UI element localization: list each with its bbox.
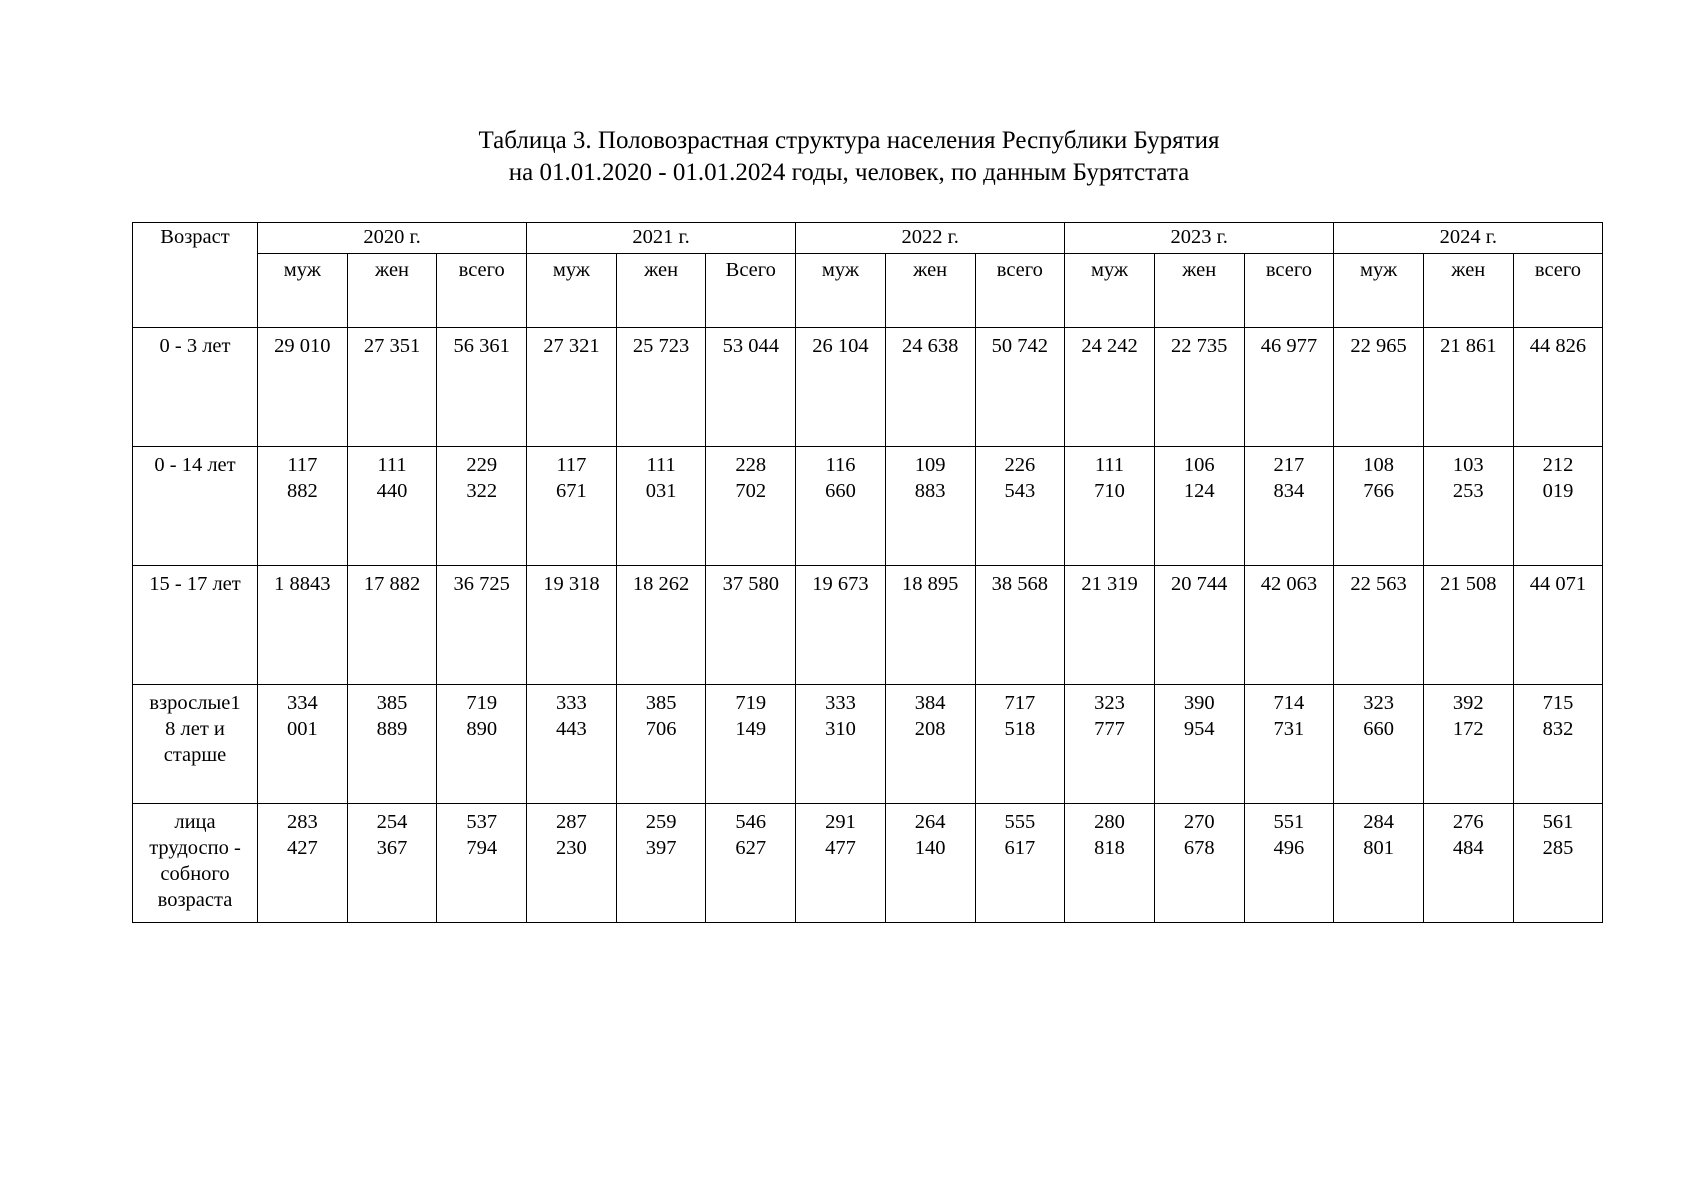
value-text: 818 (1094, 837, 1125, 859)
value-text: 291 (825, 811, 856, 833)
header-row-sex (133, 254, 1603, 328)
value-text: 555 (1004, 811, 1036, 833)
value-text: 29 010 (274, 335, 331, 357)
value-text: 253 (1452, 480, 1484, 502)
value-text: 367 (376, 837, 408, 859)
value-cell (527, 328, 617, 447)
page-title (0, 125, 1698, 189)
sex-header: муж (258, 254, 348, 328)
value-cell (616, 685, 706, 804)
value-text: 44 071 (1529, 573, 1587, 595)
value-text: 427 (286, 837, 318, 859)
value-text: 561 (1542, 811, 1574, 833)
value-cell (1334, 566, 1424, 685)
value-cell (885, 566, 975, 685)
value-text: 310 (825, 718, 856, 740)
value-text: 496 (1273, 837, 1305, 859)
value-cell (706, 804, 796, 923)
value-cell (527, 447, 617, 566)
value-text: 333 (556, 692, 587, 714)
value-text: 21 861 (1440, 335, 1497, 357)
value-cell (258, 328, 348, 447)
sex-header: жен (616, 254, 706, 328)
value-cell (975, 447, 1065, 566)
value-cell (347, 566, 437, 685)
value-text: 26 104 (812, 335, 869, 357)
value-text: 660 (825, 480, 856, 502)
sex-header: муж (796, 254, 886, 328)
age-group-label: 8 лет и (165, 718, 225, 740)
value-cell (1334, 804, 1424, 923)
value-text: 21 508 (1440, 573, 1497, 595)
value-text: 172 (1452, 718, 1484, 740)
value-cell (796, 328, 886, 447)
sex-header: всего (437, 254, 527, 328)
value-text: 25 723 (632, 335, 690, 357)
value-text: 109 (914, 454, 946, 476)
value-text: 671 (556, 480, 587, 502)
value-text: 882 (286, 480, 318, 502)
value-cell (1423, 566, 1513, 685)
sex-header: муж (1065, 254, 1155, 328)
value-text: 617 (1004, 837, 1036, 859)
value-cell (437, 328, 527, 447)
value-cell (1513, 566, 1603, 685)
age-group-label: взрослые1 (149, 692, 241, 714)
value-text: 323 (1094, 692, 1125, 714)
value-text: 322 (466, 480, 498, 502)
value-text: 001 (286, 718, 318, 740)
value-cell (975, 685, 1065, 804)
value-cell (616, 328, 706, 447)
year-header: 2024 г. (1334, 223, 1603, 254)
value-cell (885, 328, 975, 447)
age-group-label: собного (160, 863, 230, 885)
value-text: 031 (645, 480, 677, 502)
value-text: 702 (735, 480, 767, 502)
value-text: 285 (1542, 837, 1574, 859)
value-text: 889 (376, 718, 408, 740)
value-text: 801 (1363, 837, 1394, 859)
age-group-label: 0 - 14 лет (154, 454, 236, 476)
year-header: 2023 г. (1065, 223, 1334, 254)
value-text: 103 (1452, 454, 1484, 476)
sex-header: жен (885, 254, 975, 328)
value-text: 714 (1273, 692, 1305, 714)
age-group-cell (133, 804, 258, 923)
value-text: 22 735 (1171, 335, 1228, 357)
value-text: 19 673 (812, 573, 869, 595)
value-cell (706, 566, 796, 685)
value-text: 111 (1094, 454, 1125, 476)
value-text: 217 (1273, 454, 1305, 476)
value-cell (1244, 328, 1334, 447)
value-cell (258, 566, 348, 685)
age-group-cell (133, 447, 258, 566)
sex-header: Всего (706, 254, 796, 328)
value-cell (1065, 566, 1155, 685)
population-table (132, 222, 1603, 923)
sex-header: жен (1154, 254, 1244, 328)
value-text: 259 (645, 811, 677, 833)
value-text: 229 (466, 454, 498, 476)
value-text: 56 361 (453, 335, 510, 357)
value-text: 384 (914, 692, 946, 714)
value-text: 106 (1183, 454, 1215, 476)
age-group-cell (133, 685, 258, 804)
sex-header: всего (1513, 254, 1603, 328)
value-text: 19 318 (543, 573, 600, 595)
value-text: 546 (735, 811, 767, 833)
sex-header: всего (1244, 254, 1334, 328)
value-text: 208 (914, 718, 946, 740)
value-cell (1065, 685, 1155, 804)
value-text: 283 (286, 811, 318, 833)
value-cell (1154, 804, 1244, 923)
value-cell (1513, 685, 1603, 804)
value-cell (1154, 685, 1244, 804)
value-text: 719 (735, 692, 767, 714)
value-cell (1244, 447, 1334, 566)
value-text: 18 895 (901, 573, 959, 595)
value-text: 397 (645, 837, 677, 859)
value-text: 24 638 (901, 335, 959, 357)
value-text: 477 (825, 837, 856, 859)
value-cell (1423, 804, 1513, 923)
value-text: 832 (1542, 718, 1574, 740)
sex-header: муж (1334, 254, 1424, 328)
table-row (133, 804, 1603, 923)
sex-header: жен (347, 254, 437, 328)
value-cell (437, 447, 527, 566)
value-text: 108 (1363, 454, 1394, 476)
value-text: 715 (1542, 692, 1574, 714)
value-text: 276 (1452, 811, 1484, 833)
value-text: 212 (1542, 454, 1574, 476)
value-text: 706 (645, 718, 677, 740)
value-cell (796, 685, 886, 804)
value-cell (1244, 804, 1334, 923)
value-cell (1423, 685, 1513, 804)
value-text: 22 563 (1350, 573, 1407, 595)
value-cell (527, 685, 617, 804)
value-cell (1423, 328, 1513, 447)
value-text: 270 (1183, 811, 1215, 833)
value-text: 117 (556, 454, 587, 476)
age-group-label: трудоспо - (149, 837, 241, 859)
value-text: 484 (1452, 837, 1484, 859)
age-group-cell (133, 328, 258, 447)
value-cell (706, 447, 796, 566)
value-text: 777 (1094, 718, 1125, 740)
value-cell (796, 566, 886, 685)
value-text: 27 351 (363, 335, 421, 357)
value-text: 537 (466, 811, 498, 833)
value-cell (796, 447, 886, 566)
value-text: 551 (1273, 811, 1305, 833)
value-cell (1513, 328, 1603, 447)
title-line-1: Таблица 3. Половозрастная структура населения Республики Бурятия (478, 127, 1220, 154)
value-text: 518 (1004, 718, 1036, 740)
value-cell (1423, 447, 1513, 566)
value-cell (258, 447, 348, 566)
age-group-label: возраста (157, 889, 233, 911)
value-text: 38 568 (991, 573, 1049, 595)
value-text: 834 (1273, 480, 1305, 502)
sex-header: всего (975, 254, 1065, 328)
value-text: 17 882 (363, 573, 421, 595)
value-cell (706, 685, 796, 804)
value-cell (347, 685, 437, 804)
value-text: 140 (914, 837, 946, 859)
value-cell (437, 685, 527, 804)
value-text: 24 242 (1081, 335, 1138, 357)
value-cell (796, 804, 886, 923)
value-cell (1244, 685, 1334, 804)
value-text: 149 (735, 718, 767, 740)
value-text: 117 (287, 454, 318, 476)
value-cell (437, 566, 527, 685)
table-row (133, 685, 1603, 804)
value-text: 710 (1094, 480, 1125, 502)
age-column-header: Возраст (133, 223, 258, 328)
value-text: 111 (377, 454, 407, 476)
value-cell (616, 804, 706, 923)
value-text: 27 321 (543, 335, 600, 357)
age-group-cell (133, 566, 258, 685)
value-cell (706, 328, 796, 447)
value-text: 226 (1004, 454, 1036, 476)
value-cell (885, 447, 975, 566)
age-group-label: лица (174, 811, 216, 833)
value-cell (1513, 804, 1603, 923)
value-text: 390 (1183, 692, 1215, 714)
value-text: 264 (914, 811, 946, 833)
value-text: 385 (376, 692, 408, 714)
table-row (133, 447, 1603, 566)
value-cell (616, 447, 706, 566)
value-text: 230 (556, 837, 587, 859)
value-cell (975, 328, 1065, 447)
value-cell (258, 685, 348, 804)
value-text: 794 (466, 837, 498, 859)
table-row (133, 566, 1603, 685)
value-cell (1334, 447, 1424, 566)
year-header: 2022 г. (796, 223, 1065, 254)
value-text: 385 (645, 692, 677, 714)
value-text: 333 (825, 692, 856, 714)
value-text: 42 063 (1260, 573, 1318, 595)
value-cell (885, 804, 975, 923)
value-cell (885, 685, 975, 804)
value-cell (1065, 804, 1155, 923)
value-text: 627 (735, 837, 767, 859)
value-text: 443 (556, 718, 587, 740)
year-header: 2020 г. (258, 223, 527, 254)
age-group-label: старше (163, 744, 227, 766)
value-text: 36 725 (453, 573, 510, 595)
value-text: 717 (1004, 692, 1036, 714)
table-row (133, 328, 1603, 447)
value-cell (347, 447, 437, 566)
value-cell (975, 804, 1065, 923)
value-text: 111 (646, 454, 676, 476)
value-text: 766 (1363, 480, 1394, 502)
value-text: 543 (1004, 480, 1036, 502)
year-header: 2021 г. (527, 223, 796, 254)
value-text: 660 (1363, 718, 1394, 740)
value-cell (527, 804, 617, 923)
value-text: 20 744 (1171, 573, 1228, 595)
value-text: 954 (1183, 718, 1215, 740)
value-text: 18 262 (632, 573, 690, 595)
value-text: 21 319 (1081, 573, 1138, 595)
value-text: 440 (376, 480, 408, 502)
title-line-2: на 01.01.2020 - 01.01.2024 годы, человек, по данным Бурятстата (508, 159, 1190, 186)
value-text: 116 (825, 454, 856, 476)
value-text: 44 826 (1529, 335, 1587, 357)
value-cell (258, 804, 348, 923)
value-cell (347, 804, 437, 923)
value-text: 124 (1183, 480, 1215, 502)
value-text: 280 (1094, 811, 1125, 833)
value-text: 287 (556, 811, 587, 833)
value-cell (1513, 447, 1603, 566)
value-text: 883 (914, 480, 946, 502)
value-text: 228 (735, 454, 767, 476)
value-text: 019 (1542, 480, 1574, 502)
value-cell (347, 328, 437, 447)
age-group-label: 0 - 3 лет (159, 335, 231, 357)
value-cell (527, 566, 617, 685)
value-text: 334 (286, 692, 318, 714)
value-cell (1334, 328, 1424, 447)
sex-header: муж (527, 254, 617, 328)
sex-header: жен (1423, 254, 1513, 328)
value-cell (1154, 328, 1244, 447)
value-cell (1334, 685, 1424, 804)
value-text: 719 (466, 692, 498, 714)
value-cell (437, 804, 527, 923)
value-cell (1065, 447, 1155, 566)
value-text: 53 044 (722, 335, 779, 357)
header-row-years (133, 223, 1603, 254)
value-cell (1244, 566, 1334, 685)
value-text: 284 (1363, 811, 1394, 833)
value-text: 731 (1273, 718, 1305, 740)
value-text: 37 580 (722, 573, 779, 595)
value-text: 50 742 (991, 335, 1049, 357)
value-text: 678 (1183, 837, 1215, 859)
value-cell (616, 566, 706, 685)
value-text: 46 977 (1260, 335, 1318, 357)
value-text: 890 (466, 718, 498, 740)
value-text: 254 (376, 811, 408, 833)
value-cell (1154, 447, 1244, 566)
value-text: 392 (1452, 692, 1484, 714)
age-group-label: 15 - 17 лет (149, 573, 241, 595)
value-text: 323 (1363, 692, 1394, 714)
value-text: 22 965 (1350, 335, 1407, 357)
value-cell (1065, 328, 1155, 447)
value-text: 1 8843 (274, 573, 331, 595)
value-cell (975, 566, 1065, 685)
value-cell (1154, 566, 1244, 685)
